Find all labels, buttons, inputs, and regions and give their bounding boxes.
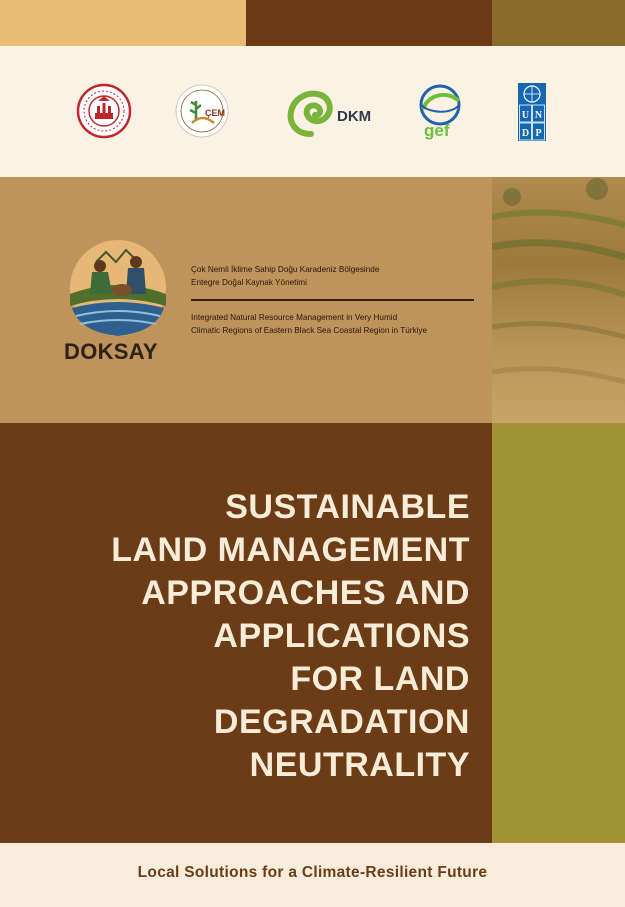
gef-text: gef [424,121,450,140]
gef-globe-icon [415,83,465,141]
project-title-english [191,311,491,337]
doksay-emblem-icon [66,236,174,340]
cover-title-line: APPLICATIONS [213,617,470,655]
header-divider [191,299,474,301]
olive-accent-block [492,423,625,843]
cover-title-line: APPROACHES AND [141,574,470,612]
project-title-tr-line1: Çok Nemli İklime Sahip Doğu Karadeniz Bölgesinde [191,265,380,274]
undp-letter-d: D [521,128,530,139]
doksay-wordmark: DOKSAY [64,339,158,364]
cover-title-line: FOR LAND [290,660,470,698]
top-band-middle [246,0,492,46]
project-title-en-line1: Integrated Natural Resource Management in Very Humid [191,313,398,322]
cover-title [30,486,470,787]
top-band-right [492,0,625,46]
dkm-text: DKM [337,108,372,125]
terrace-photo [492,177,625,423]
cover-title-line: NEUTRALITY [249,746,470,784]
undp-letter-n: N [534,110,543,121]
project-title-en-line2: Climatic Regions of Eastern Black Sea Coastal Region in Türkiye [191,326,428,335]
ministry-seal-icon [76,83,132,139]
cover-title-line: SUSTAINABLE [225,488,470,526]
project-title-turkish [191,263,481,289]
undp-letter-p: P [535,128,542,139]
cem-text: ÇEM [205,108,225,118]
undp-letter-u: U [521,110,530,121]
cover-tagline: Local Solutions for a Climate-Resilient Future [137,864,488,881]
undp-logo-icon [518,83,546,141]
cem-tree-icon [174,83,230,139]
cover-title-line: LAND MANAGEMENT [111,531,470,569]
logo-strip [0,46,625,177]
dkm-spiral-icon [287,90,379,138]
top-band-left [0,0,246,46]
cover-title-line: DEGRADATION [213,703,470,741]
project-title-tr-line2: Entegre Doğal Kaynak Yönetimi [191,278,307,287]
